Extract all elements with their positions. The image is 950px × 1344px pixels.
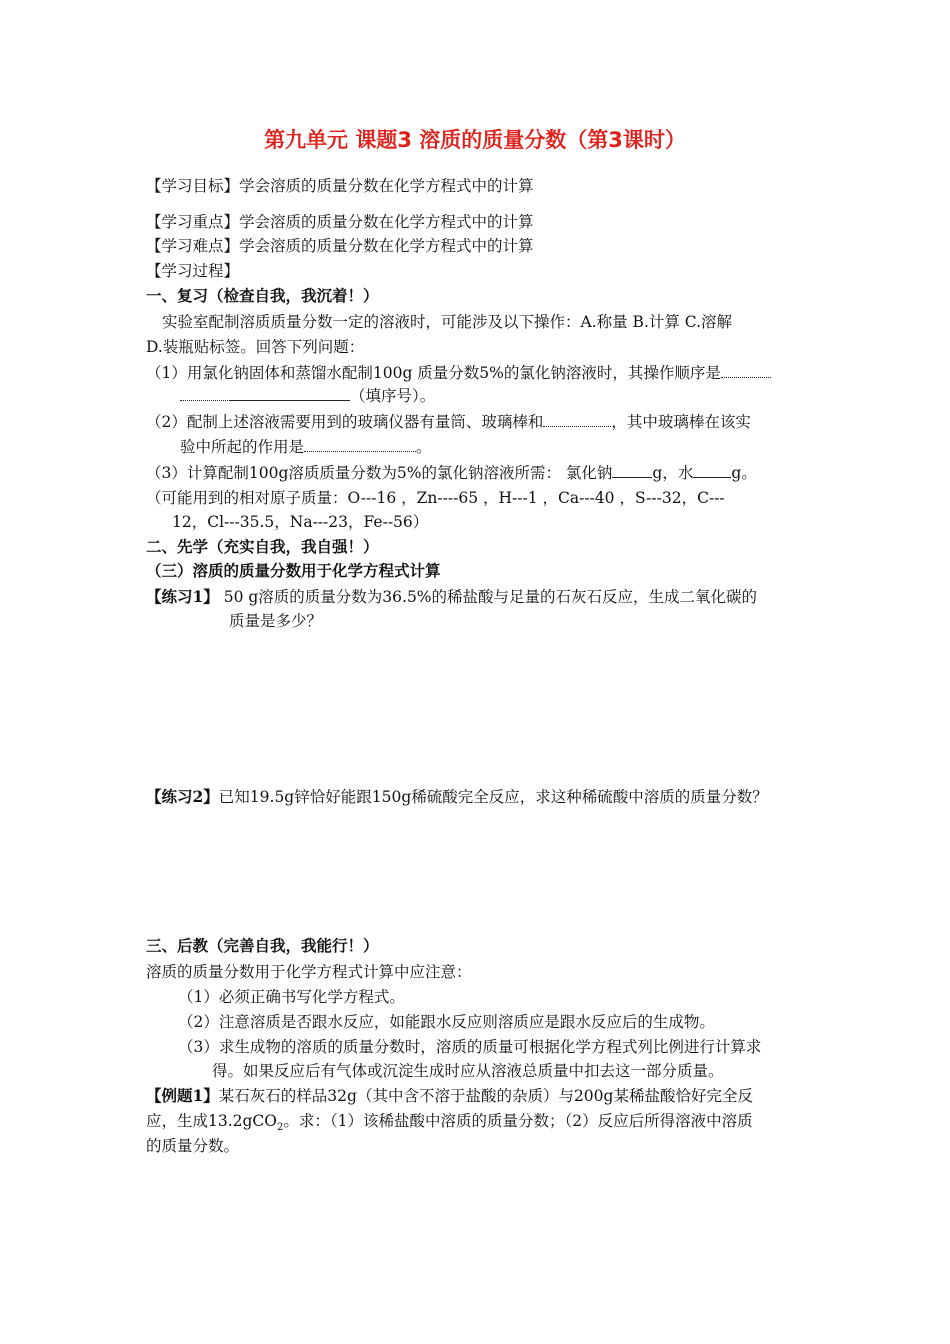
- question-1-text: （1）用氯化钠固体和蒸馏水配制100g 质量分数5%的氯化钠溶液时，其操作顺序是: [146, 364, 721, 382]
- question-2: [146, 410, 751, 433]
- section3-intro: 溶质的质量分数用于化学方程式计算中应注意：: [146, 963, 472, 981]
- example-1-text-c: 。求：（1）该稀盐酸中溶质的质量分数；（2）反应后所得溶液中溶质: [283, 1112, 753, 1130]
- page-title: 第九单元 课题3 溶质的质量分数（第3课时）: [264, 128, 686, 152]
- note-1: （1）必须正确书写化学方程式。: [178, 988, 405, 1006]
- exercise-1-text: 50 g溶质的质量分数为36.5%的稀盐酸与足量的石灰石反应，生成二氧化碳的: [218, 588, 758, 606]
- atomic-masses: （可能用到的相对原子质量：O---16 ，Zn----65 ，H---1 ，Ca---40 ，S---32，C---: [146, 489, 725, 507]
- learning-key-point: 【学习重点】学会溶质的质量分数在化学方程式中的计算: [146, 213, 534, 231]
- example-1-text: 某石灰石的样品32g（其中含不溶于盐酸的杂质）与200g某稀盐酸恰好完全反: [218, 1087, 753, 1105]
- section1-heading: 一、复习（检查自我，我沉着！）: [146, 286, 379, 305]
- learning-difficulty: 【学习难点】学会溶质的质量分数在化学方程式中的计算: [146, 237, 534, 255]
- exercise-1-label: 【练习1】: [146, 587, 219, 606]
- section2-subheading: （三）溶质的质量分数用于化学方程式计算: [146, 561, 441, 580]
- question-2-text: （2）配制上述溶液需要用到的玻璃仪器有量筒、玻璃棒和: [146, 413, 544, 431]
- learning-process: 【学习过程】: [146, 262, 240, 280]
- note-3-cont: 得。如果反应后有气体或沉淀生成时应从溶液总质量中扣去这一部分质量。: [212, 1062, 724, 1080]
- question-1-cont: [180, 384, 435, 407]
- subscript: 2: [277, 1122, 284, 1134]
- exercise-2-label: 【练习2】: [146, 787, 219, 806]
- example-1-label: 【例题1】: [146, 1086, 219, 1105]
- example-1-end: 的质量分数。: [146, 1137, 240, 1155]
- section3-heading: 三、后教（完善自我，我能行！）: [146, 936, 379, 955]
- section1-intro-cont: D.装瓶贴标签。回答下列问题：: [146, 338, 365, 356]
- section1-intro: 实验室配制溶质质量分数一定的溶液时，可能涉及以下操作：A.称量 B.计算 C.溶解: [162, 313, 733, 331]
- example-1-text-b: 应，生成13.2gCO: [146, 1112, 278, 1130]
- exercise-1: [146, 586, 757, 608]
- note-2: （2）注意溶质是否跟水反应，如能跟水反应则溶质应是跟水反应后的生成物。: [178, 1013, 715, 1031]
- question-2-text-b: ，其中玻璃棒在该实: [611, 413, 751, 431]
- answer-blank[interactable]: [180, 384, 230, 401]
- answer-blank[interactable]: [721, 361, 771, 378]
- exercise-2-text: 已知19.5g锌恰好能跟150g稀硫酸完全反应，求这种稀硫酸中溶质的质量分数？: [218, 788, 768, 806]
- question-2-end: 。: [416, 438, 432, 456]
- answer-blank[interactable]: [612, 461, 652, 478]
- question-3-text-c: g。: [731, 464, 757, 482]
- question-3: [146, 461, 757, 484]
- answer-blank[interactable]: [543, 410, 611, 427]
- section2-heading: 二、先学（充实自我，我自强！）: [146, 537, 379, 556]
- question-2-text-c: 验中所起的作用是: [180, 438, 305, 456]
- exercise-2: [146, 786, 768, 808]
- question-3-text-b: g，水: [652, 464, 694, 482]
- learning-goal: 【学习目标】学会溶质的质量分数在化学方程式中的计算: [146, 177, 534, 195]
- atomic-masses-cont: 12，Cl---35.5，Na---23，Fe--56）: [172, 513, 429, 531]
- note-3: （3）求生成物的溶质的质量分数时，溶质的质量可根据化学方程式列比例进行计算求: [178, 1038, 762, 1056]
- answer-blank[interactable]: [304, 435, 416, 452]
- question-3-text: （3）计算配制100g溶质质量分数为5%的氯化钠溶液所需： 氯化钠: [146, 464, 613, 482]
- question-1: [146, 361, 771, 384]
- question-1-suffix: （填序号）。: [350, 387, 436, 405]
- question-2-cont: [180, 435, 432, 458]
- exercise-1-cont: 质量是多少？: [229, 612, 323, 630]
- example-1: [146, 1085, 753, 1107]
- answer-blank[interactable]: [693, 461, 731, 478]
- answer-blank[interactable]: [230, 384, 350, 401]
